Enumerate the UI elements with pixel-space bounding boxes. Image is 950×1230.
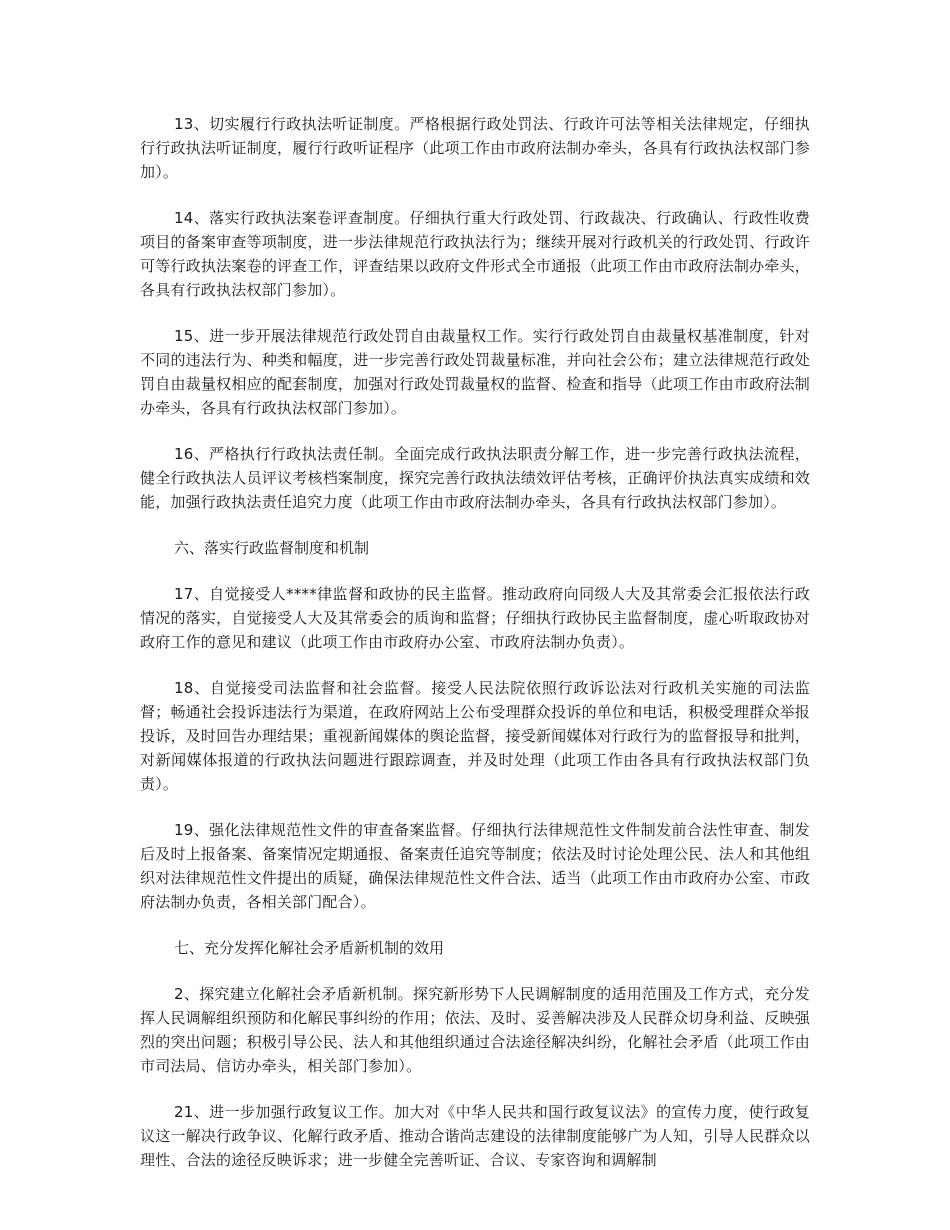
paragraph-18: 18、自觉接受司法监督和社会监督。接受人民法院依照行政诉讼法对行政机关实施的司法监督；畅通社会投诉违法行为渠道，在政府网站上公布受理群众投诉的单位和电话，积极受理群众举报投诉，及时回告办理结果；重视新闻媒体的舆论监督，接受新闻媒体对行政行为的监督报导和批判，对新闻媒体报道的行政执法问题进行跟踪调查，并及时处理（此项工作由各具有行政执法权部门负责）。: [140, 679, 810, 793]
paragraph-19: 19、强化法律规范性文件的审查备案监督。仔细执行法律规范性文件制发前合法性审查、制发后及时上报备案、备案情况定期通报、备案责任追究等制度；依法及时讨论处理公民、法人和其他组织对法律规范性文件提出的质疑，确保法律规范性文件合法、适当（此项工作由市政府办公室、市政府法制办负责，各相关部门配合）。: [140, 821, 810, 911]
paragraph-2: 2、探究建立化解社会矛盾新机制。探究新形势下人民调解制度的适用范围及工作方式，充分发挥人民调解组织预防和化解民事纠纷的作用；依法、及时、妥善解决涉及人民群众切身利益、反映强烈的突出问题；积极引导公民、法人和其他组织通过合法途径解决纠纷，化解社会矛盾（此项工作由市司法局、信访办牵头，相关部门参加）。: [140, 985, 810, 1075]
section-heading-6: 六、落实行政监督制度和机制: [174, 539, 370, 557]
paragraph-16: 16、严格执行行政执法责任制。全面完成行政执法职责分解工作，进一步完善行政执法流程，健全行政执法人员评议考核档案制度，探究完善行政执法绩效评估考核，正确评价执法真实成绩和效能，加强行政执法责任追究力度（此项工作由市政府法制办牵头，各具有行政执法权部门参加）。: [140, 445, 810, 511]
paragraph-21: 21、进一步加强行政复议工作。加大对《中华人民共和国行政复议法》的宣传力度，使行政复议这一解决行政争议、化解行政矛盾、推动合谐尚志建设的法律制度能够广为人知，引导人民群众以理性、合法的途径反映诉求；进一步健全完善听证、合议、专家咨询和调解制: [140, 1103, 810, 1169]
paragraph-14: 14、落实行政执法案卷评查制度。仔细执行重大行政处罚、行政裁决、行政确认、行政性收费项目的备案审查等项制度，进一步法律规范行政执法行为；继续开展对行政机关的行政处罚、行政许可等行政执法案卷的评查工作，评查结果以政府文件形式全市通报（此项工作由市政府法制办牵头，各具有行政执法权部门参加）。: [140, 209, 810, 299]
paragraph-17: 17、自觉接受人****律监督和政协的民主监督。推动政府向同级人大及其常委会汇报依法行政情况的落实，自觉接受人大及其常委会的质询和监督；仔细执行政协民主监督制度，虚心听取政协对政府工作的意见和建议（此项工作由市政府办公室、市政府法制办负责）。: [140, 585, 810, 651]
paragraph-15: 15、进一步开展法律规范行政处罚自由裁量权工作。实行行政处罚自由裁量权基准制度，针对不同的违法行为、种类和幅度，进一步完善行政处罚裁量标准，并向社会公布；建立法律规范行政处罚自由裁量权相应的配套制度，加强对行政处罚裁量权的监督、检查和指导（此项工作由市政府法制办牵头，各具有行政执法权部门参加）。: [140, 327, 810, 417]
paragraph-13: 13、切实履行行政执法听证制度。严格根据行政处罚法、行政许可法等相关法律规定，仔细执行行政执法听证制度，履行行政听证程序（此项工作由市政府法制办牵头，各具有行政执法权部门参加）。: [140, 115, 810, 181]
section-heading-7: 七、充分发挥化解社会矛盾新机制的效用: [174, 939, 445, 957]
